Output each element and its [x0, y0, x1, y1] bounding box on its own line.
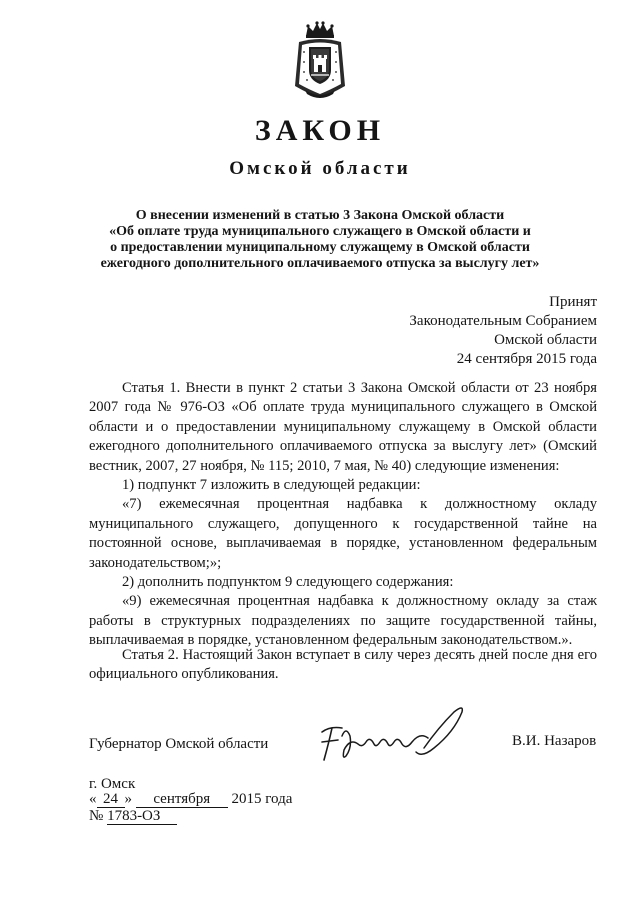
- signing-day: 24: [97, 792, 125, 808]
- signing-month: сентября: [136, 792, 228, 808]
- adoption-line: Принят: [549, 294, 597, 310]
- date-quote-close: »: [124, 791, 132, 807]
- adoption-block: [409, 293, 597, 369]
- law-heading-line: О внесении изменений в статью 3 Закона Омской области: [135, 208, 505, 223]
- document-subtitle: Омской области: [229, 158, 411, 179]
- signing-date: [89, 791, 292, 808]
- article-1-item-1: 1) подпункт 7 изложить в следующей редакции:: [122, 477, 421, 494]
- article-1-item-2-text: «9) ежемесячная процентная надбавка к должностному окладу за стаж работы в структурных подразделениях по защите государственной тайны, выплачиваемая в порядке, установленном федеральным законодательством.».: [89, 593, 597, 649]
- law-heading-line: о предоставлении муниципальному служащему в Омской области: [110, 240, 530, 255]
- date-quote-open: «: [89, 791, 97, 807]
- law-number: [89, 808, 177, 825]
- law-number-value: 1783-ОЗ: [107, 809, 177, 825]
- adoption-date: 24 сентября 2015 года: [456, 351, 597, 367]
- article-1: [89, 379, 597, 651]
- adoption-line: Омской области: [494, 332, 597, 348]
- article-1-intro: Статья 1. Внести в пункт 2 статьи 3 Закона Омской области от 23 ноября 2007 года № 976-ОЗ «Об оплате труда муниципального служащего в Омской области и о предоставлении муниципальному служащему в Омской области ежегодного дополнительного оплачиваемого отпуска за выслугу лет» (Омский вестник, 2007, 27 ноября, № 115; 2010, 7 мая, № 40) следующие изменения:: [89, 380, 597, 474]
- signatory-position: Губернатор Омской области: [89, 736, 269, 752]
- law-heading: [90, 208, 550, 272]
- signing-year: 2015 года: [231, 791, 293, 807]
- coat-of-arms-icon: [291, 20, 349, 100]
- signatory-name: В.И. Назаров: [512, 733, 597, 749]
- signature-icon: [316, 702, 476, 770]
- adoption-line: Законодательным Собранием: [409, 313, 597, 329]
- article-2: [89, 646, 597, 685]
- article-2-text: Статья 2. Настоящий Закон вступает в силу через десять дней после дня его официального опубликования.: [89, 647, 597, 683]
- law-heading-line: «Об оплате труда муниципального служащего в Омской области и: [109, 224, 531, 239]
- law-heading-line: ежегодного дополнительного оплачиваемого отпуска за выслугу лет»: [100, 256, 540, 271]
- place-of-signing: г. Омск: [89, 776, 136, 792]
- article-1-item-1-text: «7) ежемесячная процентная надбавка к должностному окладу муниципального служащего, допущенного к государственной тайне на постоянной основе, выплачиваемая в порядке, установленном федеральным законодательством;»;: [89, 496, 597, 571]
- document-title: ЗАКОН: [254, 114, 386, 147]
- law-number-prefix: №: [89, 808, 104, 824]
- article-1-item-2: 2) дополнить подпунктом 9 следующего содержания:: [122, 574, 454, 591]
